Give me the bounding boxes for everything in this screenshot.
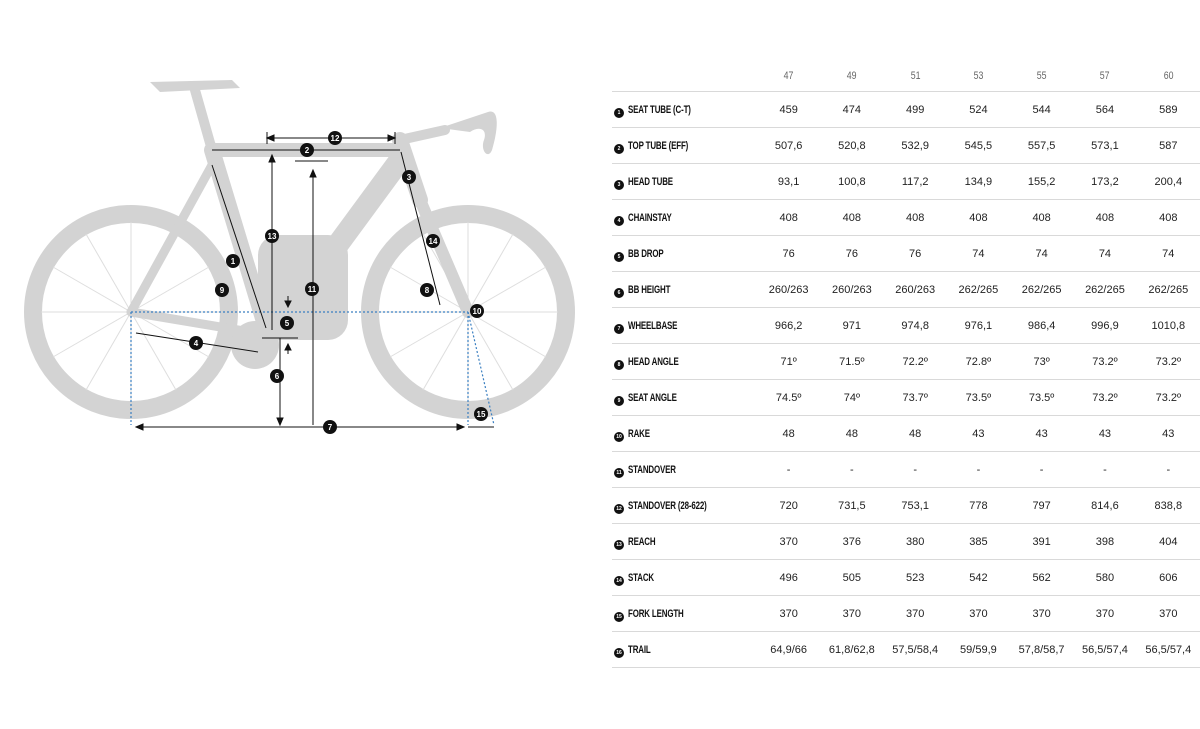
value-cell: 408 — [884, 200, 947, 236]
value-cell: 974,8 — [884, 308, 947, 344]
table-row — [612, 344, 1200, 380]
value-cell: 117,2 — [884, 164, 947, 200]
bike-silhouette — [33, 80, 566, 410]
marker-label: 12 — [330, 134, 340, 143]
marker-label: 5 — [284, 319, 290, 328]
value-cell: 589 — [1137, 92, 1200, 128]
row-number-badge: 9 — [614, 396, 624, 406]
value-cell: 43 — [1137, 416, 1200, 452]
table-row — [612, 596, 1200, 632]
value-cell: 408 — [1010, 200, 1073, 236]
value-cell: 523 — [884, 560, 947, 596]
value-cell: 398 — [1073, 524, 1136, 560]
row-label-cell — [628, 164, 757, 200]
value-cell: - — [757, 452, 820, 488]
value-cell: 370 — [757, 524, 820, 560]
table-row — [612, 560, 1200, 596]
row-label-cell — [628, 308, 757, 344]
value-cell: 48 — [884, 416, 947, 452]
value-cell: 43 — [947, 416, 1010, 452]
value-cell: 260/263 — [757, 272, 820, 308]
row-number-badge: 10 — [614, 432, 624, 442]
size-header: 53 — [973, 69, 984, 82]
row-number-badge: 2 — [614, 144, 624, 154]
value-cell: - — [820, 452, 883, 488]
row-label-cell — [628, 632, 757, 668]
value-cell: 73.2º — [1137, 344, 1200, 380]
marker-label: 14 — [428, 237, 438, 246]
row-number-cell — [612, 488, 628, 524]
marker-label: 15 — [476, 410, 486, 419]
value-cell: 587 — [1137, 128, 1200, 164]
row-label-cell — [628, 416, 757, 452]
size-header: 47 — [783, 69, 794, 82]
stem — [400, 130, 445, 140]
row-number-badge: 7 — [614, 324, 624, 334]
value-cell: 100,8 — [820, 164, 883, 200]
size-header: 51 — [910, 69, 921, 82]
row-number-badge: 1 — [614, 108, 624, 118]
value-cell: 408 — [1073, 200, 1136, 236]
value-cell: 134,9 — [947, 164, 1010, 200]
value-cell: 370 — [947, 596, 1010, 632]
value-cell: 520,8 — [820, 128, 883, 164]
row-label-cell — [628, 200, 757, 236]
marker-label: 10 — [472, 307, 482, 316]
value-cell: 542 — [947, 560, 1010, 596]
value-cell: 93,1 — [757, 164, 820, 200]
row-label: SEAT TUBE (C-T) — [627, 103, 691, 116]
row-label: STACK — [627, 571, 654, 584]
marker-label: 4 — [193, 339, 199, 348]
value-cell: - — [1010, 452, 1073, 488]
row-label: STANDOVER — [627, 463, 676, 476]
head-tube — [400, 140, 420, 200]
row-label-cell — [628, 560, 757, 596]
value-cell: 1010,8 — [1137, 308, 1200, 344]
size-header: 57 — [1100, 69, 1110, 82]
row-number-cell — [612, 596, 628, 632]
row-number-cell — [612, 452, 628, 488]
row-label: REACH — [627, 535, 656, 548]
value-cell: 753,1 — [884, 488, 947, 524]
row-label: STANDOVER (28-622) — [627, 499, 707, 512]
value-cell: 71.5º — [820, 344, 883, 380]
row-label: TRAIL — [627, 643, 651, 656]
value-cell: 48 — [757, 416, 820, 452]
row-label: BB DROP — [627, 247, 664, 260]
value-cell: 155,2 — [1010, 164, 1073, 200]
value-cell: 57,5/58,4 — [884, 632, 947, 668]
row-label: WHEELBASE — [627, 319, 678, 332]
value-cell: 370 — [820, 596, 883, 632]
value-cell: 370 — [1010, 596, 1073, 632]
value-cell: 505 — [820, 560, 883, 596]
row-number-cell — [612, 164, 628, 200]
geometry-table-body — [612, 92, 1200, 668]
value-cell: 56,5/57,4 — [1073, 632, 1136, 668]
row-number-cell — [612, 524, 628, 560]
row-number-badge: 5 — [614, 252, 624, 262]
value-cell: 72.2º — [884, 344, 947, 380]
marker-label: 3 — [406, 173, 412, 182]
value-cell: 74 — [1010, 236, 1073, 272]
value-cell: 562 — [1010, 560, 1073, 596]
value-cell: 986,4 — [1010, 308, 1073, 344]
value-cell: 262/265 — [1073, 272, 1136, 308]
value-cell: 73º — [1010, 344, 1073, 380]
value-cell: 72.8º — [947, 344, 1010, 380]
row-number-cell — [612, 272, 628, 308]
value-cell: 260/263 — [884, 272, 947, 308]
value-cell: 43 — [1073, 416, 1136, 452]
value-cell: 74 — [947, 236, 1010, 272]
marker-label: 6 — [274, 372, 280, 381]
row-label: CHAINSTAY — [627, 211, 672, 224]
table-row — [612, 308, 1200, 344]
value-cell: 57,8/58,7 — [1010, 632, 1073, 668]
row-number-cell — [612, 416, 628, 452]
row-label: FORK LENGTH — [627, 607, 684, 620]
value-cell: 838,8 — [1137, 488, 1200, 524]
marker-label: 7 — [327, 423, 333, 432]
value-cell: 524 — [947, 92, 1010, 128]
table-row — [612, 236, 1200, 272]
table-row — [612, 632, 1200, 668]
table-row — [612, 380, 1200, 416]
row-label-cell — [628, 488, 757, 524]
row-number-cell — [612, 560, 628, 596]
row-number-cell — [612, 128, 628, 164]
value-cell: 262/265 — [947, 272, 1010, 308]
row-label: HEAD ANGLE — [627, 355, 679, 368]
value-cell: 56,5/57,4 — [1137, 632, 1200, 668]
value-cell: 74.5º — [757, 380, 820, 416]
row-number-cell — [612, 200, 628, 236]
value-cell: 76 — [820, 236, 883, 272]
value-cell: 408 — [757, 200, 820, 236]
value-cell: 74 — [1073, 236, 1136, 272]
value-cell: 720 — [757, 488, 820, 524]
row-number-cell — [612, 632, 628, 668]
table-row — [612, 416, 1200, 452]
value-cell: - — [1073, 452, 1136, 488]
value-cell: 391 — [1010, 524, 1073, 560]
table-row — [612, 92, 1200, 128]
geometry-table — [612, 60, 1200, 668]
value-cell: 73.7º — [884, 380, 947, 416]
value-cell: 404 — [1137, 524, 1200, 560]
row-label: HEAD TUBE — [627, 175, 673, 188]
value-cell: 580 — [1073, 560, 1136, 596]
row-label-cell — [628, 452, 757, 488]
marker-label: 1 — [230, 257, 236, 266]
value-cell: 778 — [947, 488, 1010, 524]
value-cell: 532,9 — [884, 128, 947, 164]
value-cell: - — [947, 452, 1010, 488]
value-cell: 557,5 — [1010, 128, 1073, 164]
value-cell: 76 — [884, 236, 947, 272]
marker-label: 2 — [304, 146, 310, 155]
value-cell: 48 — [820, 416, 883, 452]
value-cell: 459 — [757, 92, 820, 128]
table-row — [612, 524, 1200, 560]
value-cell: 474 — [820, 92, 883, 128]
value-cell: 73.5º — [947, 380, 1010, 416]
value-cell: 370 — [757, 596, 820, 632]
row-number-badge: 14 — [614, 576, 624, 586]
table-row — [612, 272, 1200, 308]
value-cell: 408 — [820, 200, 883, 236]
marker-label: 11 — [307, 285, 317, 294]
row-number-cell — [612, 236, 628, 272]
value-cell: 507,6 — [757, 128, 820, 164]
size-header: 60 — [1163, 69, 1174, 82]
value-cell: 173,2 — [1073, 164, 1136, 200]
row-number-badge: 11 — [614, 468, 624, 478]
size-header-row — [612, 60, 1200, 92]
marker-label: 9 — [219, 286, 225, 295]
marker-label: 8 — [424, 286, 430, 295]
value-cell: 59/59,9 — [947, 632, 1010, 668]
size-header: 55 — [1036, 69, 1047, 82]
value-cell: 43 — [1010, 416, 1073, 452]
value-cell: 814,6 — [1073, 488, 1136, 524]
row-number-cell — [612, 308, 628, 344]
row-label-cell — [628, 596, 757, 632]
row-number-cell — [612, 92, 628, 128]
row-number-badge: 12 — [614, 504, 624, 514]
header-blank — [641, 60, 744, 92]
value-cell: 370 — [1137, 596, 1200, 632]
seatpost — [195, 90, 212, 150]
table-row — [612, 164, 1200, 200]
marker-label: 13 — [267, 232, 277, 241]
row-label-cell — [628, 344, 757, 380]
value-cell: 200,4 — [1137, 164, 1200, 200]
value-cell: 73.2º — [1137, 380, 1200, 416]
value-cell: 73.2º — [1073, 380, 1136, 416]
value-cell: 408 — [947, 200, 1010, 236]
value-cell: 61,8/62,8 — [820, 632, 883, 668]
value-cell: 74º — [820, 380, 883, 416]
value-cell: 564 — [1073, 92, 1136, 128]
value-cell: 76 — [757, 236, 820, 272]
row-label-cell — [628, 380, 757, 416]
row-number-badge: 16 — [614, 648, 624, 658]
value-cell: 996,9 — [1073, 308, 1136, 344]
value-cell: - — [884, 452, 947, 488]
value-cell: 797 — [1010, 488, 1073, 524]
saddle — [150, 80, 240, 92]
row-number-badge: 4 — [614, 216, 624, 226]
row-label-cell — [628, 92, 757, 128]
row-label: BB HEIGHT — [627, 283, 671, 296]
value-cell: 606 — [1137, 560, 1200, 596]
value-cell: 73.5º — [1010, 380, 1073, 416]
value-cell: 73.2º — [1073, 344, 1136, 380]
row-number-cell — [612, 344, 628, 380]
value-cell: - — [1137, 452, 1200, 488]
row-number-badge: 6 — [614, 288, 624, 298]
value-cell: 544 — [1010, 92, 1073, 128]
value-cell: 976,1 — [947, 308, 1010, 344]
row-label-cell — [628, 272, 757, 308]
value-cell: 499 — [884, 92, 947, 128]
value-cell: 971 — [820, 308, 883, 344]
value-cell: 74 — [1137, 236, 1200, 272]
row-label: RAKE — [627, 427, 650, 440]
value-cell: 966,2 — [757, 308, 820, 344]
size-header: 49 — [846, 69, 857, 82]
value-cell: 370 — [884, 596, 947, 632]
row-label: TOP TUBE (EFF) — [627, 139, 689, 152]
row-number-badge: 13 — [614, 540, 624, 550]
value-cell: 262/265 — [1137, 272, 1200, 308]
value-cell: 64,9/66 — [757, 632, 820, 668]
value-cell: 262/265 — [1010, 272, 1073, 308]
value-cell: 260/263 — [820, 272, 883, 308]
value-cell: 71º — [757, 344, 820, 380]
row-number-badge: 15 — [614, 612, 624, 622]
row-number-cell — [612, 380, 628, 416]
row-label-cell — [628, 128, 757, 164]
value-cell: 408 — [1137, 200, 1200, 236]
table-row — [612, 200, 1200, 236]
row-label: SEAT ANGLE — [627, 391, 677, 404]
row-number-badge: 8 — [614, 360, 624, 370]
table-row — [612, 488, 1200, 524]
row-number-badge: 3 — [614, 180, 624, 190]
row-label-cell — [628, 236, 757, 272]
value-cell: 496 — [757, 560, 820, 596]
value-cell: 385 — [947, 524, 1010, 560]
value-cell: 376 — [820, 524, 883, 560]
row-label-cell — [628, 524, 757, 560]
table-row — [612, 452, 1200, 488]
value-cell: 370 — [1073, 596, 1136, 632]
value-cell: 573,1 — [1073, 128, 1136, 164]
value-cell: 731,5 — [820, 488, 883, 524]
header-blank — [614, 60, 627, 92]
value-cell: 380 — [884, 524, 947, 560]
table-row — [612, 128, 1200, 164]
value-cell: 545,5 — [947, 128, 1010, 164]
